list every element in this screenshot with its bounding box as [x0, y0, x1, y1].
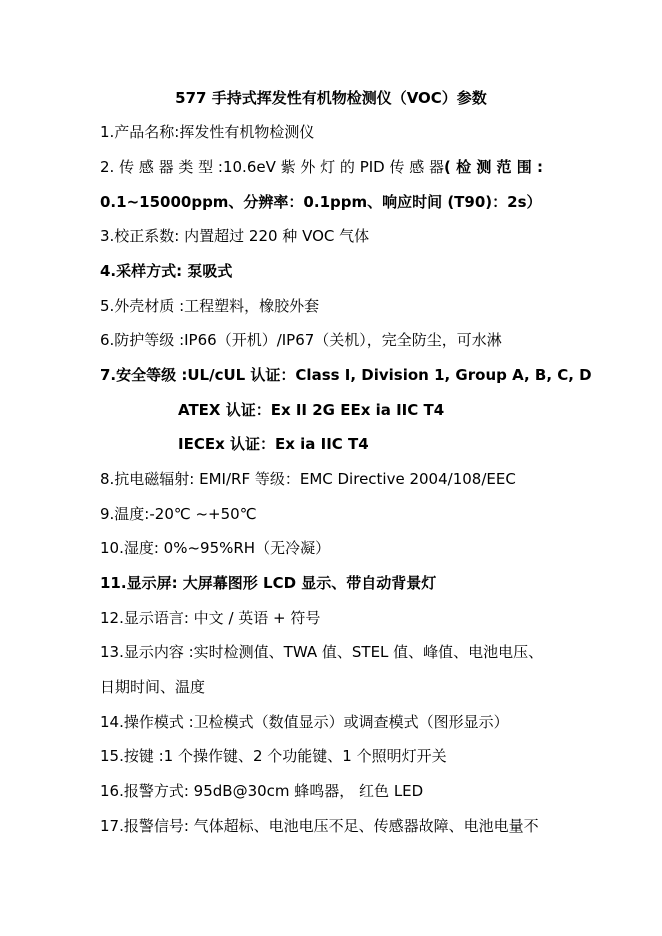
param-line-12: 12.显示语言: 中文 / 英语 + 符号: [100, 609, 321, 627]
param-line-17: 17.报警信号: 气体超标、电池电压不足、传感器故障、电池电量不: [100, 817, 539, 835]
param-line-2: [100, 156, 543, 178]
param-line-1: 1.产品名称:挥发性有机物检测仪: [100, 123, 315, 141]
param-line-13-cont: 日期时间、温度: [100, 678, 206, 696]
param-line-7-iecex: IECEx 认证：Ex ia IIC T4: [178, 435, 369, 453]
param-line-16: 16.报警方式: 95dB@30cm 蜂鸣器， 红色 LED: [100, 782, 424, 800]
param-line-9: 9.温度:-20℃ ~+50℃: [100, 505, 257, 523]
param-line-2-cont: 0.1~15000ppm、分辨率：0.1ppm、响应时间 (T90)：2s）: [100, 193, 542, 211]
param-line-3: 3.校正系数: 内置超过 220 种 VOC 气体: [100, 227, 370, 245]
param-line-7: 7.安全等级 :UL/cUL 认证：Class I, Division 1, Group A, B, C, D: [100, 366, 592, 384]
param-line-13: 13.显示内容 :实时检测值、TWA 值、STEL 值、峰值、电池电压、: [100, 643, 544, 661]
param-line-7-atex: ATEX 认证：Ex II 2G EEx ia IIC T4: [178, 401, 445, 419]
param-line-5: 5.外壳材质 :工程塑料，橡胶外套: [100, 297, 320, 315]
param-line-2-text: 2. 传 感 器 类 型 :10.6eV 紫 外 灯 的 PID 传 感 器: [100, 158, 445, 176]
param-line-11: 11.显示屏: 大屏幕图形 LCD 显示、带自动背景灯: [100, 574, 437, 592]
document-title: 577 手持式挥发性有机物检测仪（VOC）参数: [175, 89, 487, 107]
param-line-10: 10.湿度: 0%~95%RH（无冷凝）: [100, 539, 331, 557]
param-line-4: 4.采样方式: 泵吸式: [100, 262, 233, 280]
param-line-6: 6.防护等级 :IP66（开机）/IP67（关机），完全防尘，可水淋: [100, 331, 502, 349]
param-line-14: 14.操作模式 :卫检模式（数值显示）或调查模式（图形显示）: [100, 713, 509, 731]
param-line-8: 8.抗电磁辐射: EMI/RF 等级：EMC Directive 2004/108/EEC: [100, 470, 516, 488]
param-line-15: 15.按键 :1 个操作键、2 个功能键、1 个照明灯开关: [100, 747, 447, 765]
param-line-2-bold: ( 检 测 范 围 :: [444, 158, 543, 176]
